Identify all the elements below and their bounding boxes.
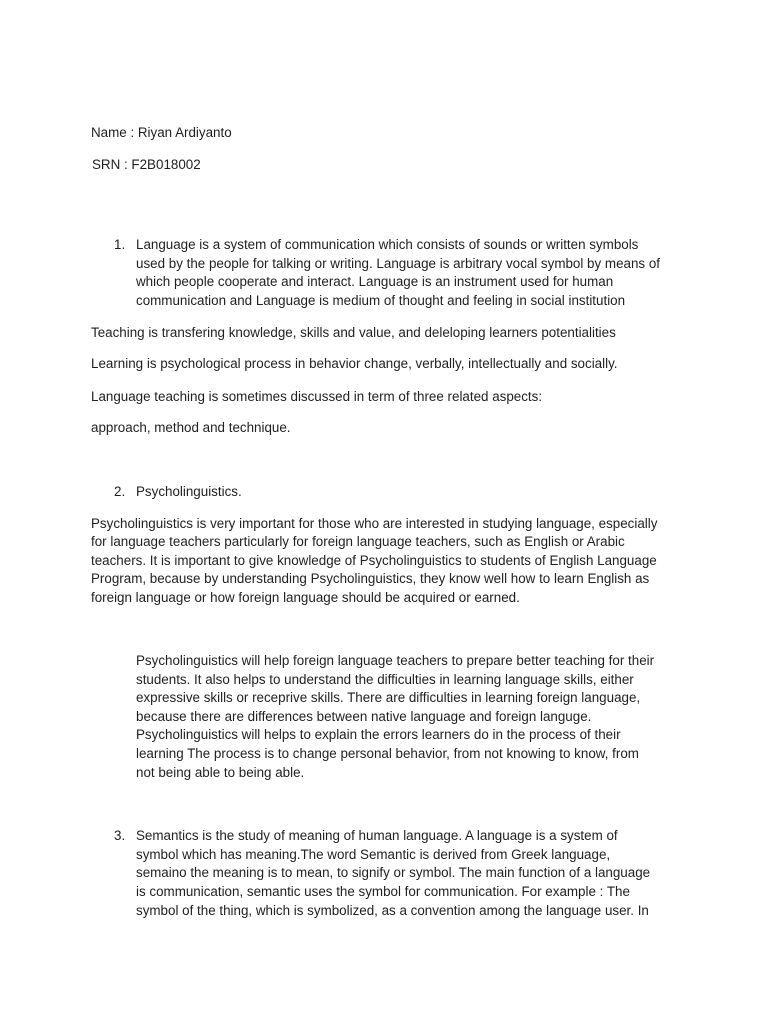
- section1-line-1: Language is a system of communication which consists of sounds or written symbols: [136, 237, 639, 252]
- section1-line-4: communication and Language is medium of thought and feeling in social institution: [136, 293, 626, 308]
- section2-para2-line-6: learning The process is to change personal behavior, from not knowing to know, from: [136, 746, 639, 761]
- section3-line-1: Semantics is the study of meaning of human language. A language is a system of: [136, 828, 618, 843]
- aspects-text: approach, method and technique.: [91, 420, 291, 435]
- section2-para2-line-2: students. It also helps to understand the difficulties in learning language skills, either: [136, 672, 634, 687]
- list-number-1: 1.: [114, 237, 126, 252]
- section2-para2-line-1: Psycholinguistics will help foreign language teachers to prepare better teaching for their: [136, 653, 655, 668]
- section2-para1-line-5: foreign language or how foreign language should be acquired or earned.: [91, 590, 520, 605]
- learning-definition: Learning is psychological process in behavior change, verbally, intellectually and socially.: [91, 356, 618, 371]
- section2-para1-line-3: teachers. It is important to give knowledge of Psycholinguistics to students of English Language: [91, 553, 657, 568]
- section2-para1-line-1: Psycholinguistics is very important for those who are interested in studying language, especially: [91, 516, 658, 531]
- list-number-3: 3.: [114, 828, 126, 843]
- section3-line-4: is communication, semantic uses the symbol for communication. For example : The: [136, 884, 630, 899]
- teaching-definition: Teaching is transfering knowledge, skills and value, and deleloping learners potentialities: [91, 325, 616, 340]
- section2-para2-line-3: expressive skills or receprive skills. There are difficulties in learning foreign language,: [136, 690, 641, 705]
- section3-line-5: symbol of the thing, which is symbolized, as a convention among the language user. In: [136, 903, 649, 918]
- section2-para2-line-4: because there are differences between native language and foreign languge.: [136, 709, 592, 724]
- section2-para1-line-2: for language teachers particularly for foreign language teachers, such as English or Arabic: [91, 534, 625, 549]
- language-teaching-text: Language teaching is sometimes discussed in term of three related aspects:: [91, 389, 543, 404]
- section2-para2-line-7: not being able to being able.: [136, 765, 305, 780]
- section1-line-3: which people cooperate and interact. Language is an instrument used for human: [136, 274, 614, 289]
- section1-line-2: used by the people for talking or writing. Language is arbitrary vocal symbol by means of: [136, 256, 661, 271]
- section2-para1-line-4: Program, because by understanding Psycholinguistics, they know well how to learn English as: [91, 571, 650, 586]
- section2-title: Psycholinguistics.: [136, 484, 242, 499]
- list-number-2: 2.: [114, 484, 126, 499]
- section3-line-2: symbol which has meaning.The word Semantic is derived from Greek language,: [136, 847, 611, 862]
- student-srn: SRN : F2B018002: [92, 157, 201, 172]
- section2-para2-line-5: Psycholinguistics will helps to explain the errors learners do in the process of their: [136, 727, 621, 742]
- section3-line-3: semaino the meaning is to mean, to signify or symbol. The main function of a language: [136, 865, 651, 880]
- student-name: Name : Riyan Ardiyanto: [91, 125, 232, 140]
